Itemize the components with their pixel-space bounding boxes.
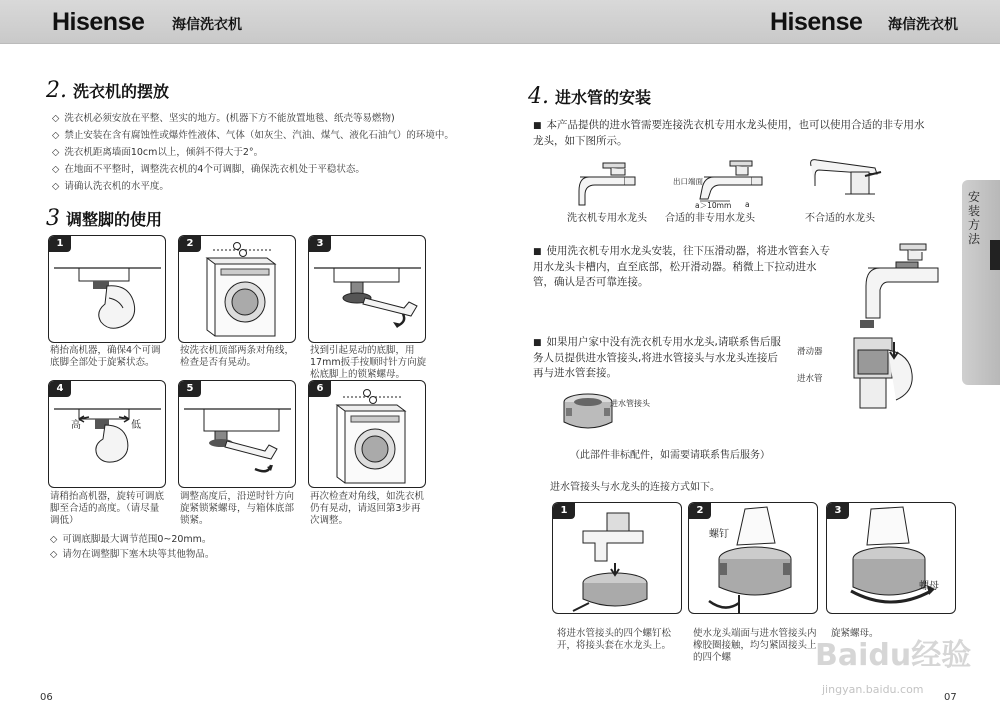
connect-badge-1: 1: [553, 503, 575, 519]
step-badge-3: 3: [309, 236, 331, 252]
wrench-foot-illustration: [309, 236, 426, 343]
connect-step-1-illustration: [552, 502, 682, 614]
unsuitable-faucet-icon: [805, 158, 885, 208]
connect-step-3-illustration: [826, 502, 956, 614]
connect-step-2-caption: 使水龙头端面与进水管接头内橡胶圈接触，均匀紧固接头上的四个螺: [693, 628, 817, 663]
watermark-logo: Baidu经验: [815, 638, 972, 673]
dedicated-faucet-icon: [575, 155, 645, 210]
inlet-adapter-icon: [558, 388, 620, 436]
faucet-label-compatible: 合适的非专用水龙头: [665, 213, 755, 224]
adjust-step-6-caption: 再次检查对角线，如洗衣机仍有晃动，请返回第3步再次调整。: [310, 491, 425, 526]
connect-step-3-caption: 旋紧螺母。: [831, 628, 879, 639]
adjust-step-3-illustration: [308, 235, 426, 343]
faucet-label-unsuitable: 不合适的水龙头: [805, 213, 875, 224]
step-badge-2: 2: [179, 236, 201, 252]
adjust-step-4-illustration: [48, 380, 166, 488]
brand-logo-right: Hisense: [770, 8, 863, 36]
adapter-paragraph: ■ 如果用户家中没有洗衣机专用水龙头,请联系售后服务人员提供进水管接头,将进水管接头与水龙头连接后再与进水管套接。: [533, 336, 781, 379]
accessory-note: （此部件非标配件，如需要请联系售后服务）: [570, 450, 770, 461]
hose-label: 进水管: [797, 374, 823, 384]
brand-subtitle-right: 海信洗衣机: [888, 17, 958, 33]
page-number-left: 06: [40, 692, 53, 703]
adjust-step-6-illustration: [308, 380, 426, 488]
section-2-number: 2.: [46, 78, 67, 103]
connect-badge-3: 3: [827, 503, 849, 519]
adjust-step-1-caption: 稍抬高机器，确保4个可调底脚全部处于旋紧状态。: [50, 345, 161, 368]
wrench-tighten-illustration: [179, 381, 296, 488]
adjust-note-1: ◇ 可调底脚最大调节范围0~20mm。: [50, 534, 212, 545]
section-4-number: 4.: [528, 84, 549, 109]
tighten-nut-illustration: [827, 503, 956, 614]
adjust-step-2-illustration: [178, 235, 296, 343]
step-badge-6: 6: [309, 381, 331, 397]
placement-bullet-2: ◇ 禁止安装在含有腐蚀性或爆炸性液体、气体（如灰尘、汽油、煤气、液化石油气）的环境中。: [52, 130, 454, 141]
step-badge-4: 4: [49, 381, 71, 397]
connect-badge-2: 2: [689, 503, 711, 519]
section-2-title: 洗衣机的摆放: [73, 82, 170, 101]
section-3-heading: [46, 206, 162, 231]
hose-connection-illustration: [848, 238, 943, 418]
section-4-heading: [528, 84, 651, 109]
adjust-step-5-illustration: [178, 380, 296, 488]
nut-label: 螺母: [919, 581, 939, 592]
adjust-step-5-caption: 调整高度后，沿逆时针方向旋紧锁紧螺母，与箱体底部锁紧。: [180, 491, 295, 526]
dedicated-install-paragraph: ■ 使用洗衣机专用水龙头安装，往下压滑动器，将进水管套入专用水龙头卡槽内，直至底部，松开滑动器。稍微上下拉动进水管，确认是否可靠连接。: [533, 245, 831, 288]
connect-step-2-illustration: [688, 502, 818, 614]
section-3-number: 3: [46, 206, 60, 231]
section-3-title: 调整脚的使用: [66, 210, 163, 229]
step-badge-5: 5: [179, 381, 201, 397]
faucet-label-dedicated: 洗衣机专用水龙头: [567, 213, 647, 224]
connection-method-title: 进水管接头与水龙头的连接方式如下。: [550, 482, 720, 493]
chapter-side-tab-marker: [990, 240, 1000, 270]
adjust-step-4-caption: 请稍抬高机器，旋转可调底脚至合适的高度。（请尽量调低）: [50, 491, 165, 526]
foot-height-illustration: [49, 381, 166, 488]
screw-label: 螺钉: [709, 529, 729, 540]
washer-recheck-illustration: [309, 381, 426, 488]
label-low: 低: [131, 420, 141, 431]
page-number-right: 07: [944, 692, 957, 703]
placement-bullet-1: ◇ 洗衣机必须安放在平整、坚实的地方。(机器下方不能放置地毯、纸壳等易燃物): [52, 113, 395, 124]
connect-step-1-caption: 将进水管接头的四个螺钉松开，将接头套在水龙头上。: [557, 628, 672, 651]
adjust-step-2-caption: 按洗衣机顶部两条对角线，检查是否有晃动。: [180, 345, 295, 368]
outlet-face-label: 出口端面: [673, 177, 703, 186]
placement-bullet-5: ◇ 请确认洗衣机的水平度。: [52, 181, 169, 192]
inlet-intro-paragraph: ■ 本产品提供的进水管需要连接洗衣机专用水龙头使用，也可以使用合适的非专用水龙头，如下图所示。: [533, 119, 925, 147]
section-2-heading: [46, 78, 169, 103]
section-4-title: 进水管的安装: [555, 88, 652, 107]
adjust-step-3-caption: 找到引起晃动的底脚，用17mm扳手按顺时针方向旋松底脚上的锁紧螺母。: [310, 345, 427, 380]
step-badge-1: 1: [49, 236, 71, 252]
washer-diagonal-illustration: [179, 236, 296, 343]
watermark-url: jingyan.baidu.com: [822, 683, 924, 696]
slider-label: 滑动器: [797, 347, 823, 357]
adapter-label: 进水管接头: [610, 399, 650, 408]
brand-logo-left: Hisense: [52, 8, 145, 36]
foot-hand-illustration: [49, 236, 166, 343]
tighten-screws-illustration: [689, 503, 818, 614]
label-high: 高: [71, 420, 81, 431]
dimension-a-label: a: [745, 200, 750, 209]
adjust-step-1-illustration: [48, 235, 166, 343]
chapter-side-tab-label: 安装方法: [968, 190, 981, 246]
placement-bullet-3: ◇ 洗衣机距离墙面10cm以上，倾斜不得大于2°。: [52, 147, 264, 158]
adjust-note-2: ◇ 请勿在调整脚下塞木块等其他物品。: [50, 549, 215, 560]
brand-subtitle-left: 海信洗衣机: [172, 17, 242, 33]
adapter-on-faucet-illustration: [553, 503, 682, 614]
placement-bullet-4: ◇ 在地面不平整时，调整洗衣机的4个可调脚，确保洗衣机处于平稳状态。: [52, 164, 365, 175]
dimension-label: a＞10mm: [695, 201, 732, 210]
